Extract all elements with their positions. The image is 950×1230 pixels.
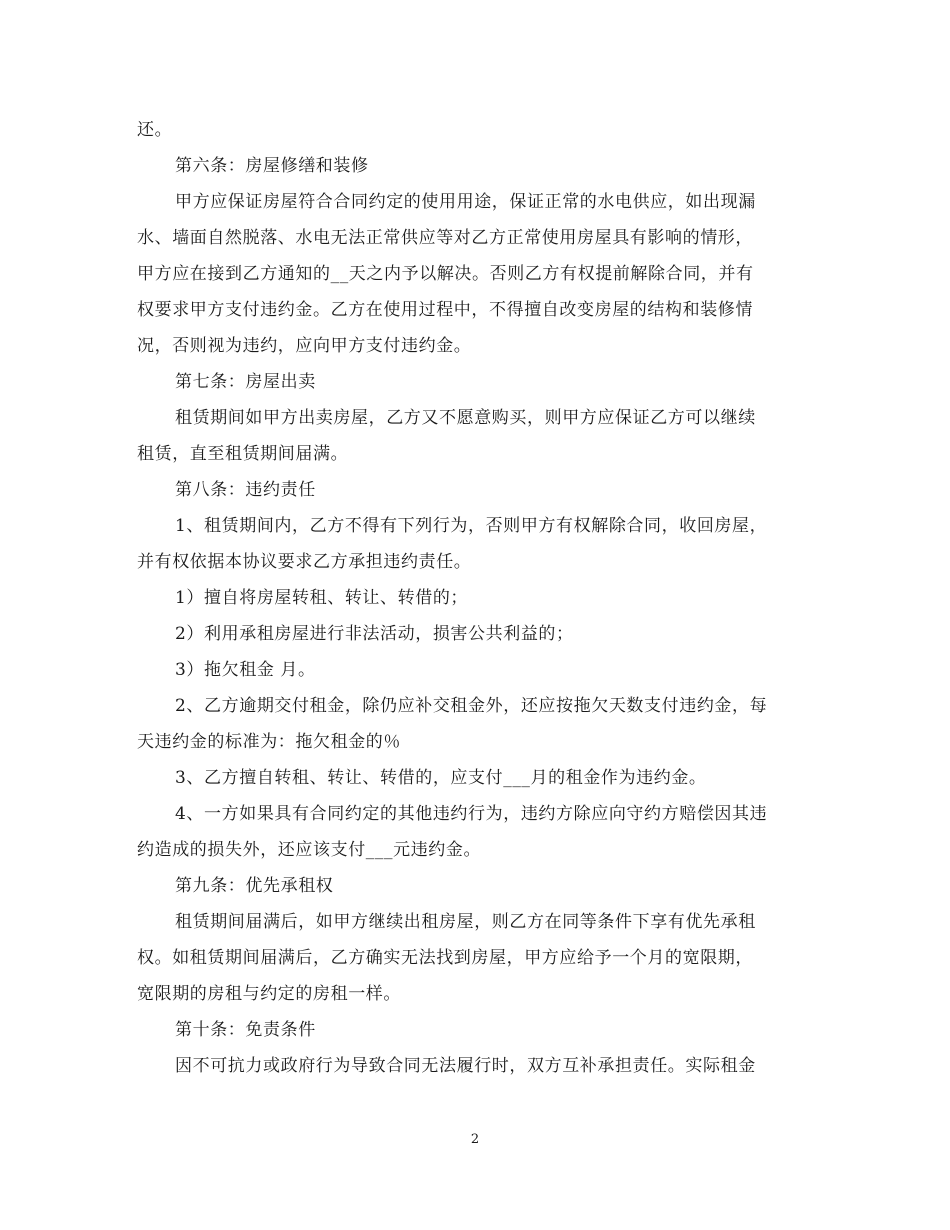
- text-line: 租赁期间届满后，如甲方继续出租房屋，则乙方在同等条件下享有优先承租: [175, 912, 756, 932]
- text-line: 水、墙面自然脱落、水电无法正常供应等对乙方正常使用房屋具有影响的情形，: [137, 228, 753, 248]
- text-line: 3、乙方擅自转租、转让、转借的，应支付___月的租金作为违约金。: [175, 768, 707, 788]
- text-line: 4、一方如果具有合同约定的其他违约行为，违约方除应向守约方赔偿因其违: [175, 804, 768, 824]
- text-line: 3）拖欠租金 月。: [175, 660, 316, 680]
- text-line: 甲方应保证房屋符合合同约定的使用用途，保证正常的水电供应，如出现漏: [175, 192, 756, 212]
- text-line: 天违约金的标准为：拖欠租金的％: [137, 732, 401, 752]
- page-number: 2: [470, 1132, 480, 1147]
- text-line: 权。如租赁期间届满后，乙方确实无法找到房屋，甲方应给予一个月的宽限期，: [137, 948, 753, 968]
- text-line: 1、租赁期间内，乙方不得有下列行为，否则甲方有权解除合同，收回房屋，: [175, 516, 768, 536]
- text-line: 并有权依据本协议要求乙方承担违约责任。: [137, 552, 472, 572]
- text-line: 第七条：房屋出卖: [175, 372, 316, 392]
- text-line: 宽限期的房租与约定的房租一样。: [137, 984, 401, 1004]
- text-line: 第八条：违约责任: [175, 480, 316, 500]
- text-line: 2）利用承租房屋进行非法活动，损害公共利益的；: [175, 624, 574, 644]
- text-line: 第六条：房屋修缮和装修: [175, 156, 369, 176]
- text-line: 甲方应在接到乙方通知的__天之内予以解决。否则乙方有权提前解除合同，并有: [137, 264, 754, 284]
- text-line: 约造成的损失外，还应该支付___元违约金。: [137, 840, 482, 860]
- text-line: 租赁期间如甲方出卖房屋，乙方又不愿意购买，则甲方应保证乙方可以继续: [175, 408, 756, 428]
- text-line: 况，否则视为违约，应向甲方支付违约金。: [137, 336, 472, 356]
- text-line: 1）擅自将房屋转租、转让、转借的；: [175, 588, 469, 608]
- text-line: 因不可抗力或政府行为导致合同无法履行时，双方互补承担责任。实际租金: [175, 1056, 756, 1076]
- text-line: 权要求甲方支付违约金。乙方在使用过程中，不得擅自改变房屋的结构和装修情: [137, 300, 753, 320]
- text-line: 租赁，直至租赁期间届满。: [137, 444, 349, 464]
- text-line: 第十条：免责条件: [175, 1020, 316, 1040]
- text-line: 2、乙方逾期交付租金，除仍应补交租金外，还应按拖欠天数支付违约金，每: [175, 696, 768, 716]
- document-body: [137, 112, 817, 1084]
- text-line: 第九条：优先承租权: [175, 876, 334, 896]
- text-line: 还。: [137, 120, 173, 140]
